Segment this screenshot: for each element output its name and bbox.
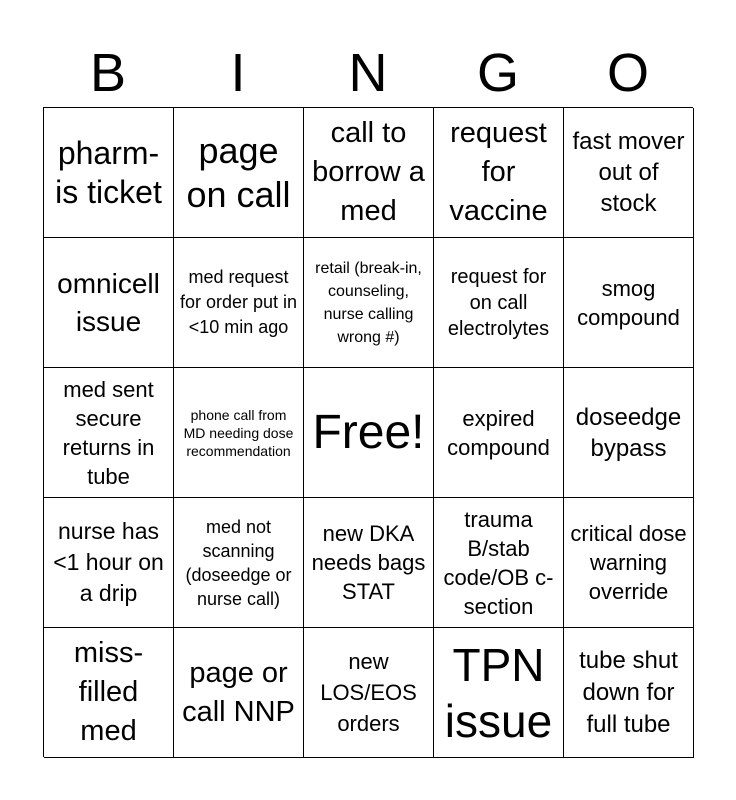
bingo-header — [43, 40, 693, 106]
bingo-cell[interactable] — [174, 368, 304, 498]
cell-label: expired compound — [447, 405, 550, 460]
header-letter-i: I — [230, 43, 246, 103]
bingo-cell[interactable] — [564, 368, 694, 498]
header-letter-g: G — [476, 43, 519, 103]
bingo-cell[interactable] — [174, 628, 304, 758]
bingo-cell[interactable] — [174, 108, 304, 238]
cell-label: request for vaccine — [449, 117, 548, 227]
bingo-cell[interactable] — [44, 238, 174, 368]
bingo-cell[interactable] — [304, 238, 434, 368]
cell-label: smog compound — [577, 275, 680, 330]
cell-label: retail (break-in, counseling, nurse calling wrong #) — [315, 259, 422, 346]
bingo-cell[interactable] — [434, 498, 564, 628]
cell-label: critical dose warning override — [570, 521, 687, 604]
bingo-cell[interactable] — [564, 628, 694, 758]
header-letter-o: O — [606, 43, 649, 103]
cell-label: fast mover out of stock — [572, 128, 685, 217]
cell-label: med not scanning (doseedge or nurse call) — [185, 516, 292, 609]
cell-label: pharm-is ticket — [55, 134, 162, 210]
bingo-cell[interactable] — [434, 368, 564, 498]
cell-label: tube shut down for full tube — [579, 646, 678, 738]
bingo-cell[interactable] — [304, 498, 434, 628]
bingo-cell[interactable] — [564, 108, 694, 238]
cell-label: Free! — [312, 405, 425, 459]
cell-label: new DKA needs bags STAT — [311, 521, 426, 604]
cell-label: request for on call electrolytes — [447, 265, 550, 340]
cell-label: miss-filled med — [73, 637, 144, 747]
cell-label: omnicell issue — [57, 267, 160, 337]
bingo-cell[interactable] — [304, 368, 434, 498]
bingo-cell[interactable] — [44, 628, 174, 758]
bingo-grid — [43, 107, 693, 757]
bingo-cell[interactable] — [434, 108, 564, 238]
header-letter-b: B — [89, 43, 127, 103]
cell-label: page or call NNP — [182, 656, 295, 728]
cell-label: med sent secure returns in tube — [62, 376, 155, 489]
bingo-cell[interactable] — [564, 238, 694, 368]
bingo-cell[interactable] — [174, 498, 304, 628]
bingo-cell[interactable] — [44, 108, 174, 238]
cell-label: page on call — [186, 129, 291, 215]
cell-label: doseedge bypass — [575, 403, 682, 462]
bingo-cell[interactable] — [564, 498, 694, 628]
bingo-cell[interactable] — [44, 368, 174, 498]
cell-label: call to borrow a med — [312, 117, 425, 227]
bingo-cell[interactable] — [304, 628, 434, 758]
header-letter-n: N — [348, 43, 388, 103]
cell-label: nurse has <1 hour on a drip — [53, 518, 164, 606]
cell-label: trauma B/stab code/OB c-section — [443, 506, 554, 619]
cell-label: med request for order put in <10 min ago — [179, 267, 298, 337]
cell-label: new LOS/EOS orders — [320, 649, 417, 736]
bingo-cell[interactable] — [434, 238, 564, 368]
bingo-cell[interactable] — [174, 238, 304, 368]
cell-label: phone call from MD needing dose recommendation — [183, 406, 294, 459]
cell-label: TPN issue — [444, 638, 553, 747]
bingo-cell[interactable] — [44, 498, 174, 628]
bingo-cell[interactable] — [304, 108, 434, 238]
bingo-cell[interactable] — [434, 628, 564, 758]
